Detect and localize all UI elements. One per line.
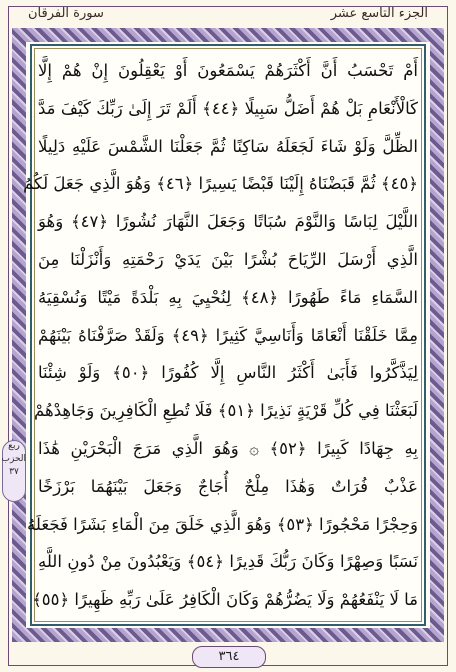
- text-line: وَحِجْرًا مَحْجُورًا ﴿٥٣﴾ وَهُوَ الَّذِي خَلَقَ مِنَ الْمَاءِ بَشَرًا فَجَعَلَهُ: [27, 514, 418, 534]
- page-header: [22, 4, 434, 26]
- marker-number: ٣٧: [9, 467, 19, 477]
- text-line: مَا لَا يَنْفَعُهُمْ وَلَا يَضُرُّهُمْ وَكَانَ الْكَافِرُ عَلَىٰ رَبِّهِ ظَهِيرًا ﴿٥٥﴾: [32, 590, 418, 610]
- text-line: الَّذِي أَرْسَلَ الرِّيَاحَ بُشْرًا بَيْنَ يَدَيْ رَحْمَتِهِ وَأَنْزَلْنَا مِنَ: [38, 249, 418, 269]
- text-line: لَبَعَثْنَا فِي كُلِّ قَرْيَةٍ نَذِيرًا ﴿٥١﴾ فَلَا تُطِعِ الْكَافِرِينَ وَجَاهِدْهُمْ: [34, 401, 418, 421]
- text-line: ﴿٤٥﴾ ثُمَّ قَبَضْنَاهُ إِلَيْنَا قَبْضًا يَسِيرًا ﴿٤٦﴾ وَهُوَ الَّذِي جَعَلَ لَكُمُ: [23, 174, 418, 194]
- hizb-quarter-marker: [2, 440, 26, 502]
- page-number: ٣٦٤: [192, 646, 266, 668]
- text-line: لِيَذَّكَّرُوا فَأَبَىٰ أَكْثَرُ النَّاسِ إِلَّا كُفُورًا ﴿٥٠﴾ وَلَوْ شِئْنَا: [38, 363, 418, 383]
- text-line: أَمْ تَحْسَبُ أَنَّ أَكْثَرَهُمْ يَسْمَعُونَ أَوْ يَعْقِلُونَ إِنْ هُمْ إِلَّا: [38, 61, 418, 80]
- text-line: عَذْبٌ فُرَاتٌ وَهَٰذَا مِلْحٌ أُجَاجٌ وَجَعَلَ بَيْنَهُمَا بَرْزَخًا: [38, 476, 418, 496]
- text-line: بِهِ جِهَادًا كَبِيرًا ﴿٥٢﴾ ۞ وَهُوَ الَّذِي مَرَجَ الْبَحْرَيْنِ هَٰذَا: [38, 438, 418, 458]
- text-line: نَسَبًا وَصِهْرًا وَكَانَ رَبُّكَ قَدِيرًا ﴿٥٤﴾ وَيَعْبُدُونَ مِنْ دُونِ اللَّهِ: [38, 552, 418, 572]
- text-line: اللَّيْلَ لِبَاسًا وَالنَّوْمَ سُبَاتًا وَجَعَلَ النَّهَارَ نُشُورًا ﴿٤٧﴾ وَهُوَ: [38, 212, 418, 232]
- marker-word-hizb: الحزب: [1, 454, 26, 464]
- surah-title: سورة الفرقان: [28, 6, 104, 21]
- text-line: مِمَّا خَلَقْنَا أَنْعَامًا وَأَنَاسِيَّ كَثِيرًا ﴿٤٩﴾ وَلَقَدْ صَرَّفْنَاهُ بَيْنَهُمْ: [38, 325, 418, 345]
- text-line: السَّمَاءِ مَاءً طَهُورًا ﴿٤٨﴾ لِنُحْيِيَ بِهِ بَلْدَةً مَيْتًا وَنُسْقِيَهُ: [38, 287, 418, 307]
- juz-title: الجزء التاسع عشر: [330, 6, 428, 21]
- marker-word-rub: ربع: [8, 441, 20, 451]
- text-line: الظِّلَّ وَلَوْ شَاءَ لَجَعَلَهُ سَاكِنًا ثُمَّ جَعَلْنَا الشَّمْسَ عَلَيْهِ دَلِيلًا: [38, 136, 418, 156]
- text-line: كَالْأَنْعَامِ بَلْ هُمْ أَضَلُّ سَبِيلًا ﴿٤٤﴾ أَلَمْ تَرَ إِلَىٰ رَبِّكَ كَيْفَ مَدَّ: [38, 98, 418, 118]
- quran-text: [23, 52, 418, 620]
